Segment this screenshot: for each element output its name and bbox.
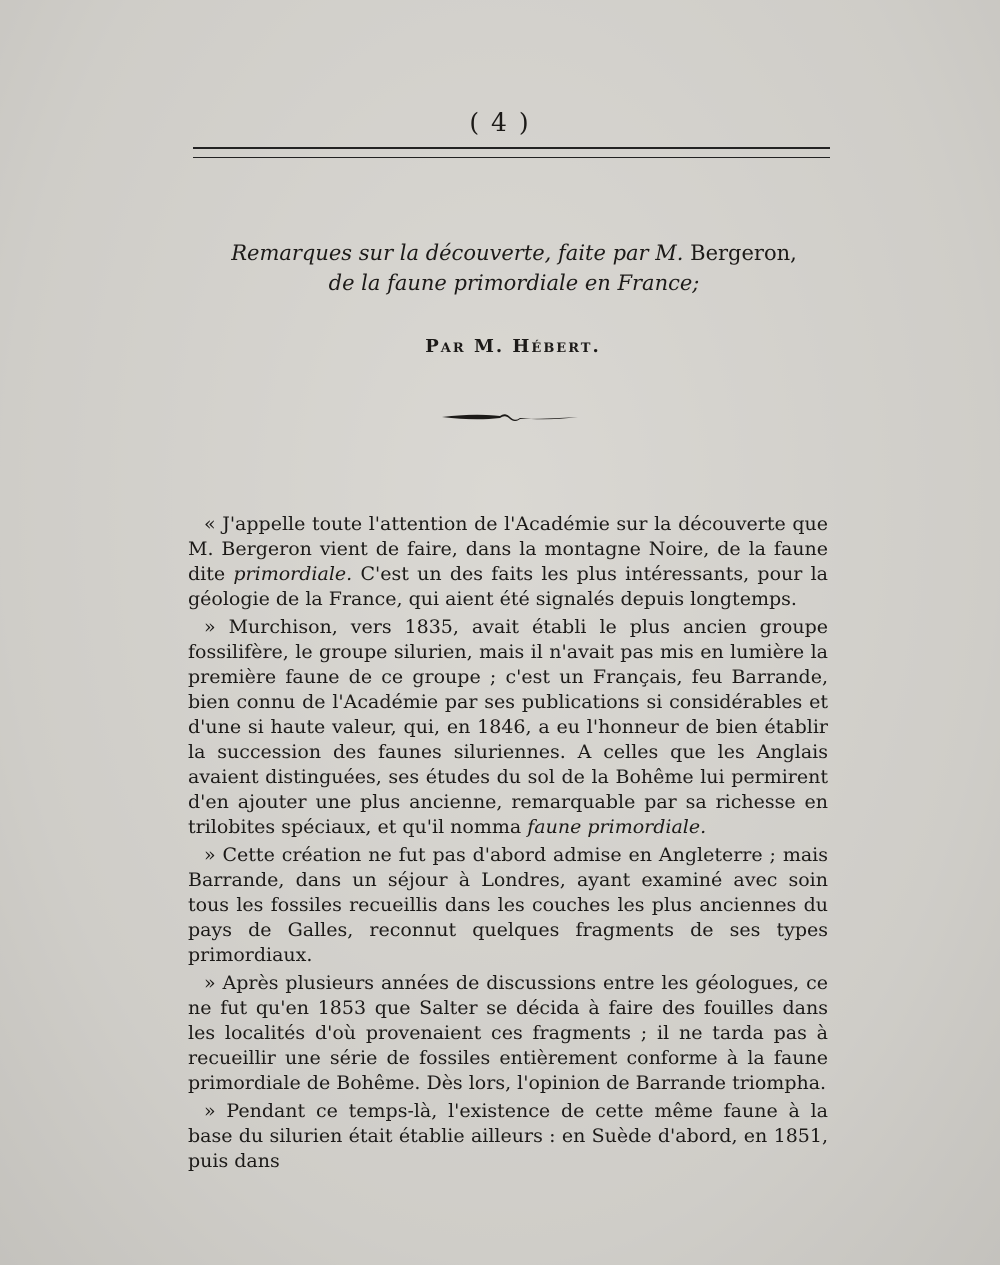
paragraph: [188, 615, 828, 840]
title-line-1-name: Bergeron,: [690, 241, 797, 265]
title-line-1-italic: Remarques sur la découverte, faite par M.: [231, 241, 684, 265]
article-author: Par M. Hébert.: [425, 336, 601, 357]
paragraph-text: « J'appelle toute l'attention de l'Académie sur la découverte que M. Bergeron vient de faire, dans la montagne Noire, de la faune dite: [188, 513, 828, 585]
paragraph-text: » Murchison, vers 1835, avait établi le plus ancien groupe fossilifère, le groupe silurien, mais il n'avait pas mis en lumière la première faune de ce groupe ; c'est un Français, feu Barrande, bien connu de l'Académie par ses publications si considérables et d'une si haute valeur, qui, en 1846, a eu l'honneur de bien établir la succession des faunes siluriennes. A celles que les Anglais avaient distinguées, ses études du sol de la Bohême lui permirent d'en ajouter une plus ancienne, remarquable par sa richesse en trilobites spéciaux, et qu'il nomma: [188, 616, 828, 838]
paragraph: [188, 971, 828, 1096]
paragraph-italic: faune primordiale.: [527, 816, 707, 838]
article-title: [200, 238, 828, 298]
page-number: ( 4 ): [469, 108, 531, 137]
paragraph-text: » Après plusieurs années de discussions entre les géologues, ce ne fut qu'en 1853 que Salter se décida à faire des fouilles dans les localités d'où provenaient ces fragments ; il ne tarda pas à recueillir une série de fossiles entièrement conforme à la faune primordiale de Bohême. Dès lors, l'opinion de Barrande triompha.: [188, 972, 828, 1094]
ornament-divider: [440, 410, 580, 424]
paragraph-text: » Pendant ce temps-là, l'existence de cette même faune à la base du silurien était établie ailleurs : en Suède d'abord, en 1851, puis dans: [188, 1100, 828, 1172]
paragraph: [188, 843, 828, 968]
article-body: [188, 512, 828, 1177]
title-line-1: [200, 238, 828, 268]
header-double-rule: [193, 147, 830, 158]
title-line-2: de la faune primordiale en France;: [328, 271, 700, 295]
paragraph-text: » Cette création ne fut pas d'abord admise en Angleterre ; mais Barrande, dans un séjour à Londres, ayant examiné avec soin tous les fossiles recueillis dans les couches les plus anciennes du pays de Galles, reconnut quelques fragments de ses types primordiaux.: [188, 844, 828, 966]
paragraph: [188, 1099, 828, 1174]
paragraph-italic: primordiale.: [233, 563, 353, 585]
paragraph-text-after: C'est un des faits les plus intéressants, pour la géologie de la France, qui aient été signalés depuis longtemps.: [188, 563, 828, 610]
paragraph: [188, 512, 828, 612]
